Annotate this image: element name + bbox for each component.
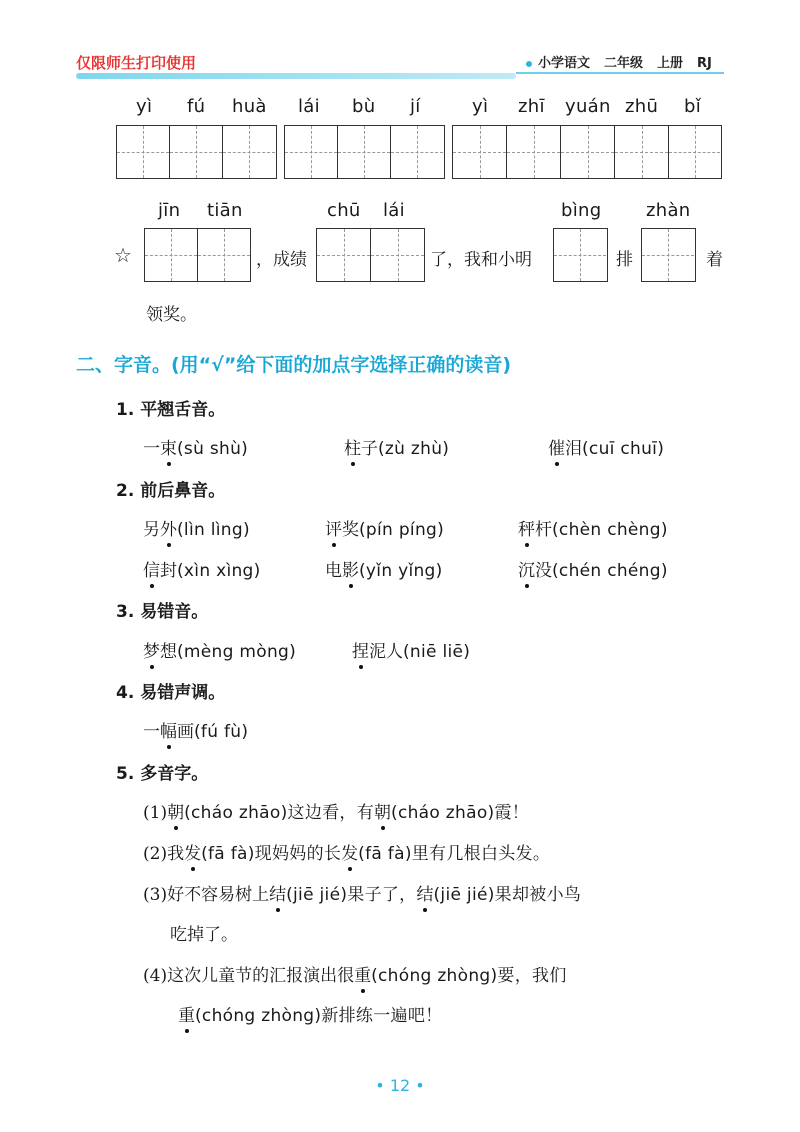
star-icon: ☆ <box>114 243 132 267</box>
polyphone-item-4-cont: 重(chóng zhòng)新排练一遍吧！ <box>178 1001 442 1026</box>
polyphone-item-1: (1)朝(cháo zhāo)这边看，有朝(cháo zhāo)霞！ <box>143 798 529 823</box>
pinyin: zhū <box>625 96 659 117</box>
item: 评奖(pín píng) <box>325 515 444 540</box>
writing-grid-1[interactable] <box>116 125 277 179</box>
grade: 二年级 <box>604 56 644 71</box>
sentence-text: ，成绩 <box>256 250 307 270</box>
item: 另外(lìn lìng) <box>143 515 250 540</box>
subsection-title: 4. 易错声调。 <box>116 683 226 703</box>
volume: 上册 <box>657 56 684 71</box>
header-underline-right <box>516 72 724 74</box>
writing-grid-7[interactable] <box>641 228 696 282</box>
subject: 小学语文 <box>538 56 591 71</box>
sentence-text: 了，我和小明 <box>430 250 532 270</box>
print-restriction-label: 仅限师生打印使用 <box>76 54 197 72</box>
polyphone-item-3-cont: 吃掉了。 <box>170 925 238 945</box>
pinyin: tiān <box>207 200 243 221</box>
item: 柱子(zù zhù) <box>344 434 449 459</box>
pinyin: yuán <box>565 96 611 117</box>
polyphone-item-2: (2)我发(fā fà)现妈妈的长发(fā fà)里有几根白头发。 <box>143 839 550 864</box>
writing-grid-4[interactable] <box>144 228 251 282</box>
section-title: 二、字音。(用“√”给下面的加点字选择正确的读音) <box>76 354 512 376</box>
pinyin: jí <box>410 96 421 117</box>
pinyin: bǐ <box>684 96 702 117</box>
page-number: • 12 • <box>375 1076 425 1095</box>
polyphone-item-4: (4)这次儿童节的汇报演出很重(chóng zhòng)要，我们 <box>143 961 567 986</box>
writing-grid-6[interactable] <box>553 228 608 282</box>
item: 催泪(cuī chuī) <box>548 434 664 459</box>
polyphone-item-3: (3)好不容易树上结(jiē jié)果子了，结(jiē jié)果却被小鸟 <box>143 880 581 905</box>
item: 梦想(mèng mòng) <box>143 637 296 662</box>
subsection-title: 2. 前后鼻音。 <box>116 481 226 501</box>
pinyin: zhàn <box>646 200 691 221</box>
book-info <box>526 52 712 71</box>
item: 捏泥人(niē liē) <box>352 637 470 662</box>
writing-grid-5[interactable] <box>316 228 425 282</box>
sentence-text: 排 <box>616 250 633 270</box>
item: 电影(yǐn yǐng) <box>325 556 443 581</box>
header-underline <box>76 73 516 79</box>
pinyin: jīn <box>158 200 181 221</box>
pinyin: chū <box>327 200 361 221</box>
writing-grid-3[interactable] <box>452 125 722 179</box>
item: 一束(sù shù) <box>143 434 248 459</box>
pinyin: fú <box>187 96 206 117</box>
pinyin: bù <box>352 96 376 117</box>
pinyin: yì <box>472 96 489 117</box>
item: 秤杆(chèn chèng) <box>518 515 668 540</box>
pinyin: zhī <box>518 96 545 117</box>
item: 信封(xìn xìng) <box>143 556 261 581</box>
subsection-title: 1. 平翘舌音。 <box>116 400 226 420</box>
item: 一幅画(fú fù) <box>143 717 248 742</box>
pinyin: yì <box>136 96 153 117</box>
sentence-text: 着 <box>706 250 723 270</box>
bullet-icon <box>526 61 532 67</box>
subsection-title: 3. 易错音。 <box>116 602 209 622</box>
pinyin: lái <box>298 96 320 117</box>
subsection-title: 5. 多音字。 <box>116 764 209 784</box>
writing-grid-2[interactable] <box>284 125 445 179</box>
item: 沉没(chén chéng) <box>518 556 668 581</box>
pinyin: huà <box>232 96 267 117</box>
pinyin: lái <box>383 200 405 221</box>
sentence-text: 领奖。 <box>146 305 197 325</box>
pinyin: bìng <box>561 200 602 221</box>
edition: RJ <box>697 56 712 71</box>
